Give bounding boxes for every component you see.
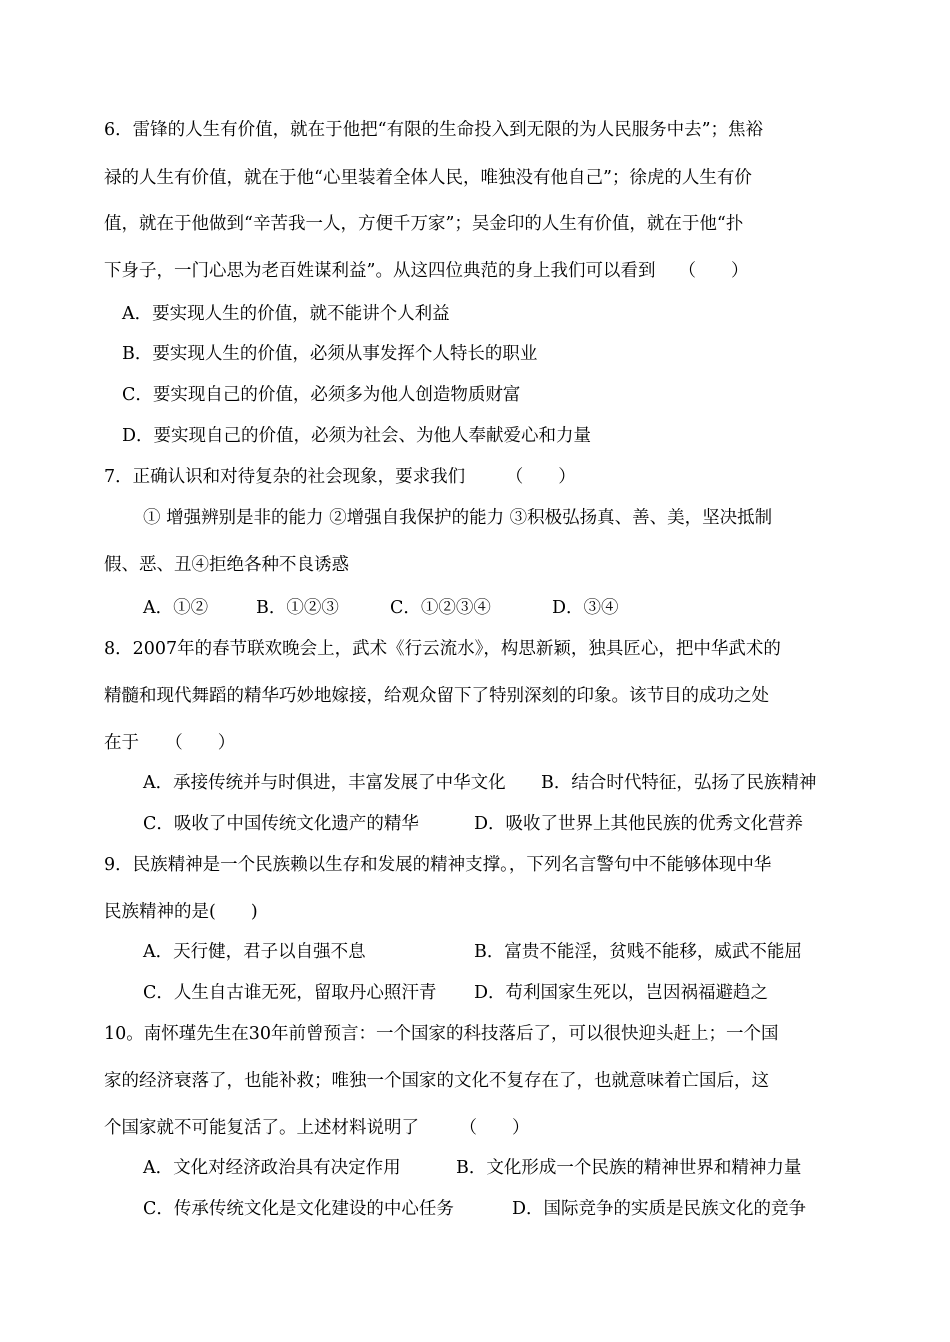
q7-option-b: B．①②③ [256, 598, 339, 618]
q6-option-b: B．要实现人生的价值，必须从事发挥个人特长的职业 [122, 344, 538, 364]
q10-option-b: B．文化形成一个民族的精神世界和精神力量 [456, 1158, 802, 1178]
q9-stem-line-1: 9．民族精神是一个民族赖以生存和发展的精神支撑。，下列名言警句中不能够体现中华 [104, 855, 772, 875]
q7-stem-line-1: 7．正确认识和对待复杂的社会现象，要求我们 （ ） [104, 467, 576, 487]
q6-stem-line-2: 禄的人生有价值，就在于他“心里装着全体人民，唯独没有他自己”；徐虎的人生有价 [104, 168, 752, 188]
q7-option-a: A．①② [143, 598, 209, 618]
q6-stem-line-1: 6．雷锋的人生有价值，就在于他把“有限的生命投入到无限的为人民服务中去”；焦裕 [104, 120, 764, 140]
q7-items-line-1: ① 增强辨别是非的能力 ②增强自我保护的能力 ③积极弘扬真、善、美，坚决抵制 [143, 508, 773, 528]
q10-option-c: C．传承传统文化是文化建设的中心任务 [143, 1199, 454, 1219]
q9-option-c: C．人生自古谁无死，留取丹心照汗青 [143, 983, 437, 1003]
q8-option-c: C．吸收了中国传统文化遗产的精华 [143, 814, 419, 834]
q7-option-d: D．③④ [552, 598, 619, 618]
q8-stem-line-2: 精髓和现代舞蹈的精华巧妙地嫁接，给观众留下了特别深刻的印象。该节目的成功之处 [104, 686, 769, 706]
q10-option-a: A．文化对经济政治具有决定作用 [143, 1158, 401, 1178]
q10-stem-line-2: 家的经济衰落了，也能补救；唯独一个国家的文化不复存在了，也就意味着亡国后，这 [104, 1071, 769, 1091]
q6-stem-line-4: 下身子，一门心思为老百姓谋利益”。从这四位典范的身上我们可以看到 （ ） [104, 261, 749, 281]
q8-stem-line-1: 8．2007年的春节联欢晚会上，武术《行云流水》，构思新颖，独具匠心，把中华武术的 [104, 639, 781, 659]
q9-option-d: D．苟利国家生死以，岂因祸福避趋之 [474, 983, 769, 1003]
q10-stem-line-3: 个国家就不可能复活了。上述材料说明了 （ ） [104, 1118, 530, 1138]
q8-option-d: D．吸收了世界上其他民族的优秀文化营养 [474, 814, 804, 834]
q6-option-c: C．要实现自己的价值，必须多为他人创造物质财富 [122, 385, 521, 405]
q9-stem-line-2: 民族精神的是( ) [104, 902, 258, 922]
q7-items-line-2: 假、恶、丑④拒绝各种不良诱惑 [104, 555, 349, 575]
q9-option-b: B．富贵不能淫，贫贱不能移，威武不能屈 [474, 942, 802, 962]
q9-option-a: A．天行健，君子以自强不息 [143, 942, 366, 962]
q8-option-b: B．结合时代特征，弘扬了民族精神 [541, 773, 817, 793]
q10-stem-line-1: 10。南怀瑾先生在30年前曾预言：一个国家的科技落后了，可以很快迎头赶上；一个国 [104, 1024, 779, 1044]
q6-option-a: A．要实现人生的价值，就不能讲个人利益 [122, 304, 450, 324]
q8-stem-line-3: 在于 （ ） [104, 733, 236, 753]
q6-option-d: D．要实现自己的价值，必须为社会、为他人奉献爱心和力量 [122, 426, 592, 446]
q7-option-c: C．①②③④ [390, 598, 491, 618]
q10-option-d: D．国际竞争的实质是民族文化的竞争 [512, 1199, 807, 1219]
q8-option-a: A．承接传统并与时俱进，丰富发展了中华文化 [143, 773, 506, 793]
q6-stem-line-3: 值，就在于他做到“辛苦我一人，方便千万家”；吴金印的人生有价值，就在于他“扑 [104, 214, 744, 234]
